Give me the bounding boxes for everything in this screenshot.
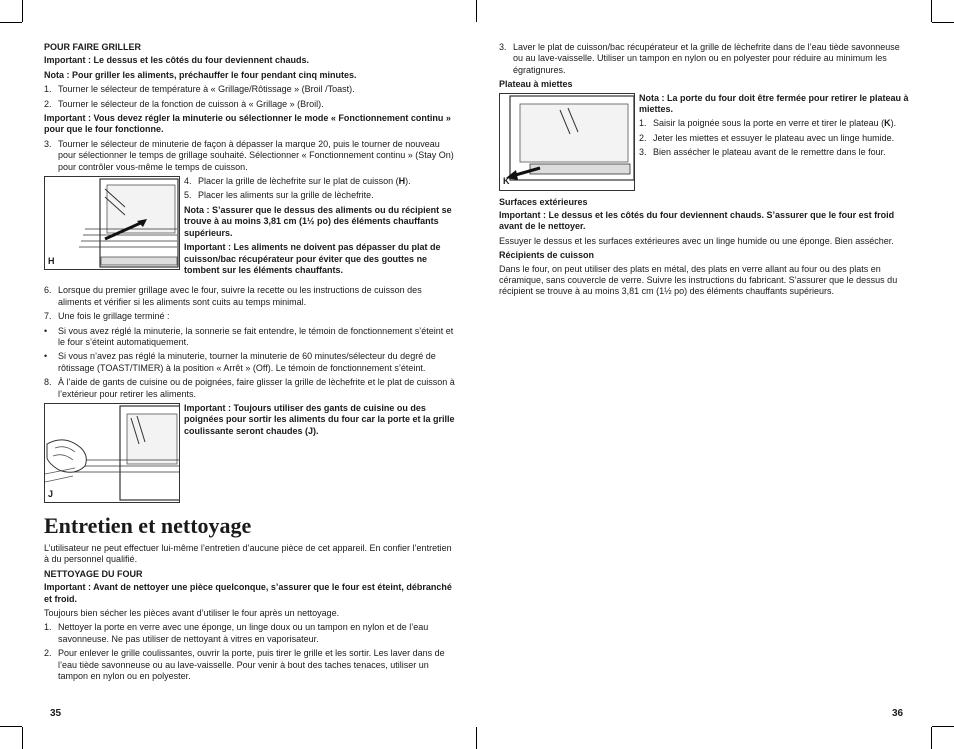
- nota-distance: Nota : S’assurer que le dessus des aliments ou du récipient se trouve à au moins 3,81 cm (1½ po) des éléments chauffants supérieurs.: [184, 204, 452, 238]
- exterior-text: Essuyer le dessus et les surfaces extérieures avec un linge humide ou une éponge. Bien assécher.: [499, 235, 894, 246]
- list-item: [44, 84, 456, 95]
- list-number: 1.: [44, 622, 52, 633]
- list-item: [499, 42, 909, 76]
- section-heading-grill: POUR FAIRE GRILLER: [44, 42, 142, 52]
- crop-mark: [22, 0, 23, 22]
- list-number: 3.: [639, 147, 647, 158]
- page-number-right: 36: [892, 708, 904, 719]
- crop-mark: [931, 0, 932, 22]
- figure-h-row: [44, 176, 456, 279]
- bullet-text: Si vous avez réglé la minuterie, la sonnerie se fait entendre, le témoin de fonctionnement s’éteint et le four s’éteint automatiquement.: [58, 325, 454, 347]
- list-item: [44, 99, 456, 110]
- important-note: Important : Le dessus et les côtés du four deviennent chauds.: [44, 55, 310, 66]
- list-number: 8.: [44, 377, 52, 388]
- section-heading-crumb-tray: Plateau à miettes: [499, 79, 573, 90]
- list-text: Nettoyer la porte en verre avec une éponge, un linge doux ou un tampon en nylon et de l’eau savonneuse. Ne pas utiliser de nettoyant à vitres en vaporisateur.: [58, 622, 429, 644]
- bullet: •: [44, 351, 48, 362]
- list-item: [44, 139, 456, 173]
- list-item: [44, 622, 456, 645]
- list-item: [639, 133, 909, 144]
- list-text: Tourner le sélecteur de température à « Grillage/Rôtissage » (Broil /Toast).: [58, 84, 355, 95]
- list-number: 2.: [44, 98, 52, 109]
- figure-label: K: [503, 176, 510, 187]
- crop-mark: [932, 726, 954, 727]
- list-number: 2.: [44, 648, 52, 659]
- list-text: Lorsque du premier grillage avec le four, suivre la recette ou les instructions de cuisson des aliments et vérifier si les aliments sont cuits au temps minimal.: [58, 285, 422, 307]
- right-column: [499, 42, 909, 301]
- nota-door: Nota : La porte du four doit être fermée pour retirer le plateau à miettes.: [639, 92, 909, 115]
- list-text: Jeter les miettes et essuyer le plateau avec un linge humide.: [653, 132, 895, 143]
- figure-h-caption: [180, 176, 456, 279]
- list-number: 1.: [44, 84, 52, 95]
- list-item: [44, 377, 456, 400]
- list-text: Pour enlever le grille coulissantes, ouvrir la porte, puis tirer le grille et les sortir. Les laver dans de l’eau tiède savonneuse ou au lave-vaisselle. Pour venir à bout des taches tenaces, utiliser un tampon en nylon ou en polyester.: [58, 648, 445, 682]
- list-item: [44, 285, 456, 308]
- dishes-text: Dans le four, on peut utiliser des plats en métal, des plats en verre allant au four ou des plats en céramique, sans couvercle de verre. Suivre les instructions du fabricant. S’assurer que le dessus du récipient se trouve à au moins 3,81 cm (1½ po) des éléments chauffants supérieurs.: [499, 263, 898, 297]
- important-note: Important : Vous devez régler la minuterie ou sélectionner le mode « Fonctionnement continu » pour que le four fonctionne.: [44, 113, 451, 135]
- page-number-left: 35: [50, 708, 62, 719]
- list-item: [44, 648, 456, 682]
- list-number: 4.: [184, 176, 192, 187]
- crop-mark: [476, 0, 477, 22]
- list-item: [44, 311, 456, 322]
- crop-mark: [931, 727, 932, 749]
- list-number: 1.: [639, 118, 647, 129]
- figure-j-caption: [180, 403, 456, 503]
- bullet-item: [44, 326, 456, 349]
- list-text: Tourner le sélecteur de la fonction de cuisson à « Grillage » (Broil).: [58, 98, 324, 109]
- bullet: •: [44, 325, 48, 336]
- section-title: Entretien et nettoyage: [44, 512, 252, 538]
- list-item: [639, 118, 909, 129]
- oven-glove-illustration: [45, 404, 180, 503]
- list-text: Placer la grille de lèchefrite sur le plat de cuisson (H).: [198, 176, 411, 187]
- list-number: 3.: [499, 42, 507, 52]
- figure-label: H: [48, 255, 55, 266]
- important-note: Important : Toujours utiliser des gants de cuisine ou des poignées pour sortir les aliments du four car la porte et la grille coulissante seront chaudes (J).: [184, 402, 455, 436]
- list-number: 6.: [44, 285, 52, 296]
- crop-mark: [932, 22, 954, 23]
- list-text: À l’aide de gants de cuisine ou de poignées, faire glisser la grille de lèchefrite et le plat de cuisson à l’extérieur pour retirer les aliments.: [58, 377, 455, 399]
- list-number: 3.: [44, 138, 52, 149]
- figure-j: [44, 403, 180, 503]
- list-item: [184, 176, 456, 187]
- section-heading-exterior: Surfaces extérieures: [499, 196, 588, 207]
- oven-rack-illustration: [45, 177, 180, 270]
- list-text: Laver le plat de cuisson/bac récupérateur et la grille de lèchefrite dans de l’eau tiède savonneuse ou au lave-vaisselle. Utiliser un tampon en nylon ou en polyester pour réduire au minimum les égratignures.: [513, 42, 900, 75]
- list-item: [639, 147, 909, 158]
- section-heading-cleaning: NETTOYAGE DU FOUR: [44, 568, 143, 579]
- list-text: Tourner le sélecteur de minuterie de façon à dépasser la marque 20, puis le tourner de nouveau pour sélectionner le temps de grillage souhaité. Sélectionner « Fonctionnement continu » (Stay On) pour contrôler vous-même le temps de cuisson.: [58, 138, 454, 172]
- figure-k: [499, 93, 635, 191]
- left-column: [44, 42, 456, 685]
- bullet-item: [44, 351, 456, 374]
- section-heading-dishes: Récipients de cuisson: [499, 250, 595, 261]
- figure-j-row: [44, 403, 456, 503]
- list-number: 2.: [639, 132, 647, 143]
- crop-mark: [476, 727, 477, 749]
- list-text: Placer les aliments sur la grille de lèchefrite.: [198, 190, 374, 201]
- important-note: Important : Les aliments ne doivent pas dépasser du plat de cuisson/bac récupérateur pour éviter que des gouttes ne tombent sur les éléments chauffants.: [184, 242, 441, 275]
- figure-label: J: [48, 488, 54, 499]
- crop-mark: [22, 727, 23, 749]
- crumb-tray-illustration: [500, 94, 635, 191]
- list-text: Une fois le grillage terminé :: [58, 311, 170, 322]
- dry-text: Toujours bien sécher les pièces avant d’utiliser le four après un nettoyage.: [44, 608, 340, 618]
- figure-k-caption: [635, 93, 909, 191]
- nota-preheat: Nota : Pour griller les aliments, préchauffer le four pendant cinq minutes.: [44, 69, 357, 80]
- list-number: 5.: [184, 190, 192, 201]
- crop-mark: [0, 22, 22, 23]
- figure-h: [44, 176, 180, 270]
- intro-text: L’utilisateur ne peut effectuer lui-même l’entretien d’aucune pièce de cet appareil. En confier l’entretien à du personnel qualifié.: [44, 542, 452, 565]
- list-number: 7.: [44, 311, 52, 322]
- important-note: Important : Le dessus et les côtés du four deviennent chauds. S’assurer que le four est froid avant de le nettoyer.: [499, 210, 895, 232]
- list-text: Bien assécher le plateau avant de le remettre dans le four.: [653, 147, 886, 158]
- important-note: Important : Avant de nettoyer une pièce quelconque, s’assurer que le four est éteint, débranché et froid.: [44, 582, 452, 604]
- bullet-text: Si vous n’avez pas réglé la minuterie, tourner la minuterie de 60 minutes/sélecteur du degré de rôtissage (TOAST/TIMER) à la position « Arrêt » (Off). Le témoin de fonctionnement s’éteint.: [58, 351, 436, 373]
- figure-k-row: [499, 93, 909, 191]
- list-text: Saisir la poignée sous la porte en verre et tirer le plateau (K).: [653, 118, 897, 129]
- list-item: [184, 190, 456, 201]
- crop-mark: [0, 726, 22, 727]
